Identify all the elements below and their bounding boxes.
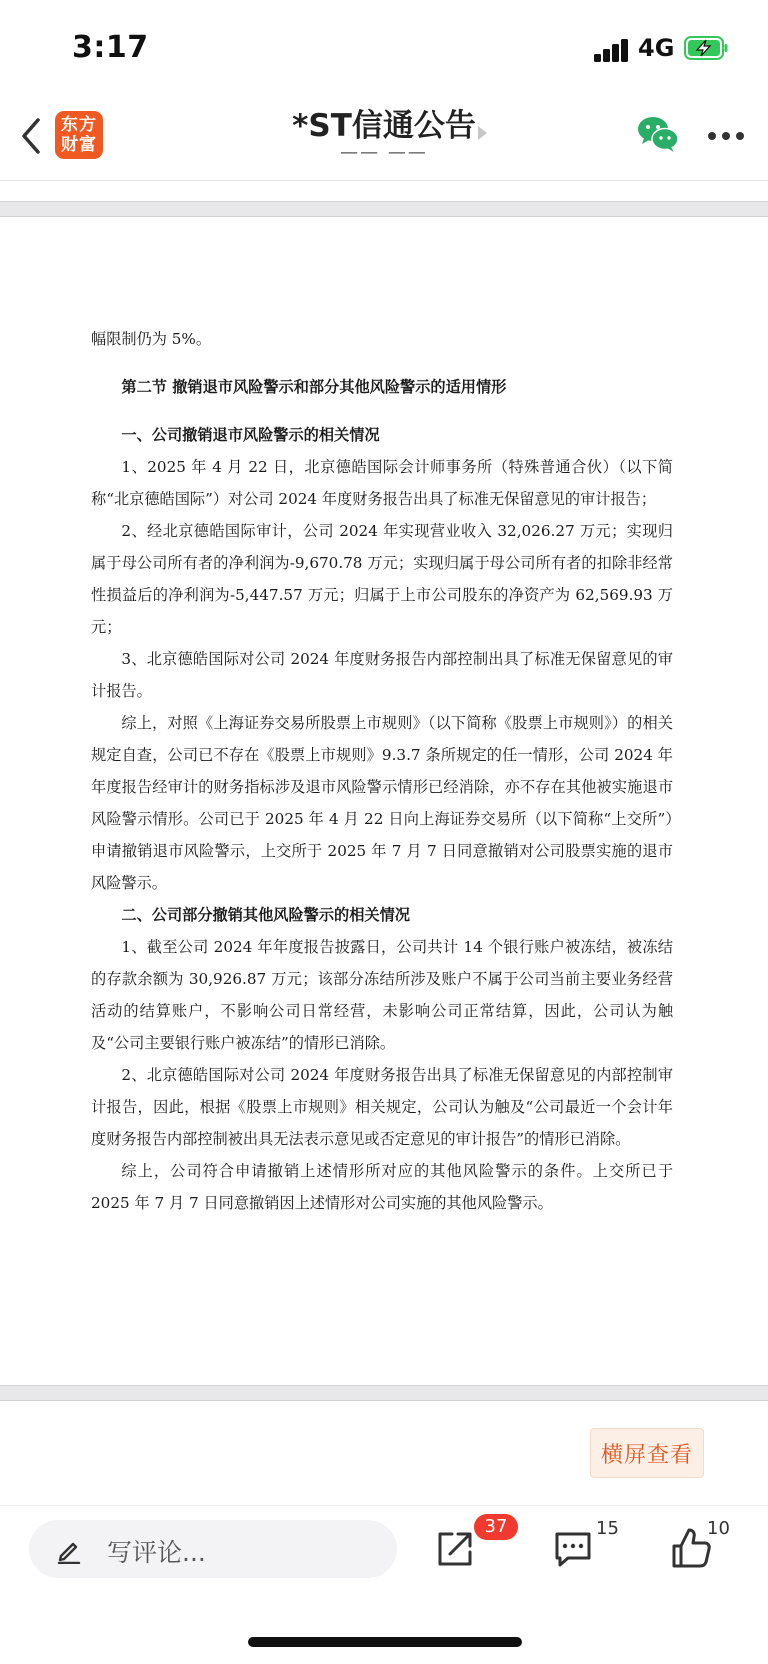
- comment-count: 15: [596, 1518, 619, 1539]
- home-indicator: [248, 1637, 522, 1647]
- doc-paragraph: 2、北京德皓国际对公司 2024 年度财务报告出具了标准无保留意见的内部控制审计报告，因此，根据《股票上市规则》相关规定，公司认为触及“公司最近一个会计年度财务报告内部控制被出具无法表示意见或否定意见的审计报告”的情形已消除。: [91, 1066, 673, 1148]
- comment-input[interactable]: [29, 1520, 397, 1578]
- share-badge: 37: [474, 1514, 518, 1540]
- thumbs-up-icon[interactable]: [670, 1526, 712, 1570]
- nav-header: [0, 92, 768, 181]
- logo-line1: 东方: [61, 115, 97, 135]
- landscape-view-button[interactable]: 横屏查看: [590, 1428, 704, 1478]
- more-icon[interactable]: [708, 132, 744, 142]
- doc-paragraph: 2、经北京德皓国际审计，公司 2024 年实现营业收入 32,026.27 万元；实现归属于母公司所有者的净利润为-9,670.78 万元；实现归属于母公司所有者的扣除非经常性损益后的净利润为-5,447.57 万元；归属于上市公司股东的净资产为 62,569.93 万元；: [91, 522, 673, 636]
- doc-paragraph: 幅限制仍为 5%。: [91, 330, 212, 348]
- status-bar: [0, 0, 768, 92]
- network-label: 4G: [638, 34, 675, 62]
- battery-charging-icon: [684, 36, 728, 60]
- section-heading: 第二节 撤销退市风险警示和部分其他风险警示的适用情形: [121, 378, 507, 396]
- wechat-icon[interactable]: [636, 114, 680, 154]
- play-triangle-icon: [478, 126, 487, 140]
- doc-paragraph: 综上，对照《上海证券交易所股票上市规则》（以下简称《股票上市规则》）的相关规定自查，公司已不存在《股票上市规则》9.3.7 条所规定的任一情形，公司 2024 年年度报告经审计的财务指标涉及退市风险警示情形已经消除，亦不存在其他被实施退市风险警示情形。公司已于 2025 年 4 月 22 日向上海证券交易所（以下简称“上交所”）申请撤销退市风险警示，上交所于 2025 年 7 月 7 日同意撤销对公司股票实施的退市风险警示。: [91, 714, 673, 892]
- page-subtitle: —— ——: [340, 142, 428, 163]
- logo-line2: 财富: [61, 135, 97, 155]
- signal-icon: [594, 38, 630, 62]
- like-count: 10: [707, 1518, 730, 1539]
- status-time: 3:17: [72, 30, 149, 65]
- comment-placeholder: 写评论...: [107, 1538, 206, 1567]
- doc-paragraph: 3、北京德皓国际对公司 2024 年度财务报告内部控制出具了标准无保留意见的审计报告。: [91, 650, 673, 700]
- page-title: *ST信通公告: [292, 108, 476, 144]
- subsection-heading: 一、公司撤销退市风险警示的相关情况: [121, 426, 380, 444]
- divider: [0, 1385, 768, 1401]
- divider: [0, 201, 768, 217]
- announcement-document: [91, 323, 673, 1219]
- doc-paragraph: 综上，公司符合申请撤销上述情形所对应的其他风险警示的条件。上交所已于 2025 年 7 月 7 日同意撤销因上述情形对公司实施的其他风险警示。: [91, 1162, 673, 1212]
- subsection-heading: 二、公司部分撤销其他风险警示的相关情况: [121, 906, 410, 924]
- comment-icon[interactable]: [552, 1530, 594, 1570]
- share-icon[interactable]: [434, 1528, 476, 1570]
- doc-paragraph: 1、2025 年 4 月 22 日，北京德皓国际会计师事务所（特殊普通合伙）（以下简称“北京德皓国际”）对公司 2024 年度财务报告出具了标准无保留意见的审计报告；: [91, 458, 673, 508]
- pencil-icon: [55, 1536, 83, 1564]
- doc-paragraph: 1、截至公司 2024 年年度报告披露日，公司共计 14 个银行账户被冻结，被冻结的存款余额为 30,926.87 万元；该部分冻结所涉及账户不属于公司当前主要业务经营活动的结算账户，不影响公司日常经营，未影响公司正常结算，因此，公司认为触及“公司主要银行账户被冻结”的情形已消除。: [91, 938, 673, 1052]
